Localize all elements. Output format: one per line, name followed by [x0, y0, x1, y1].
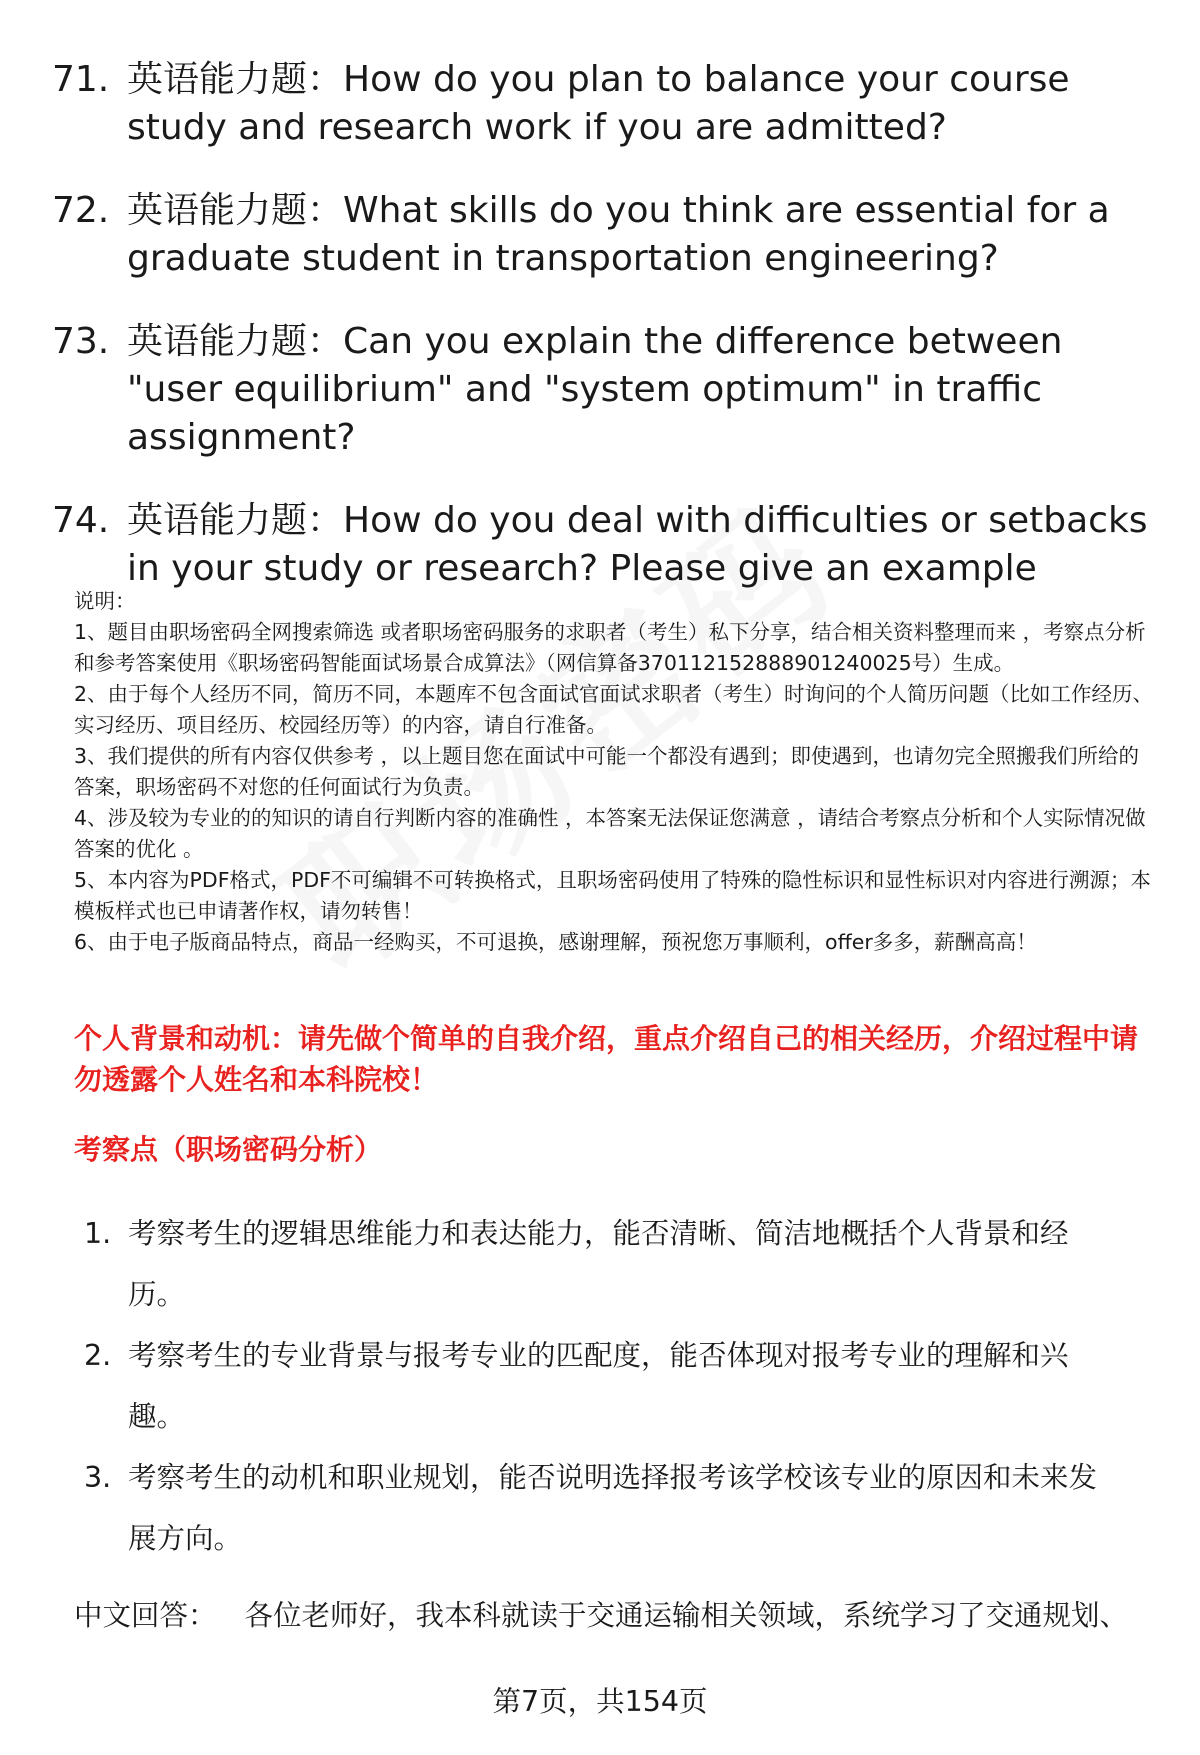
analysis-point	[84, 1325, 1124, 1447]
question-item	[52, 318, 1162, 462]
note-item: 6、由于电子版商品特点，商品一经购买，不可退换，感谢理解，预祝您万事顺利，offer多多，薪酬高高！	[74, 930, 1037, 954]
note-item: 1、题目由职场密码全网搜索筛选 或者职场密码服务的求职者（考生）私下分享，结合相关资料整理而来 ，考察点分析和参考答案使用《职场密码智能面试场景合成算法》（网信算备370112152888901240025号）生成。	[74, 620, 1146, 675]
note-item: 3、我们提供的所有内容仅供参考 ，以上题目您在面试中可能一个都没有遇到；即使遇到，也请勿完全照搬我们所给的答案，职场密码不对您的任何面试行为负责。	[74, 744, 1140, 799]
page-footer: 第7页，共154页	[492, 1685, 708, 1718]
answer-label: 中文回答：	[74, 1599, 217, 1632]
question-item	[52, 187, 1162, 283]
answer-block	[74, 1594, 1164, 1638]
analysis-point	[84, 1203, 1124, 1325]
notes-section	[74, 586, 1159, 958]
question-text: 英语能力题：How do you deal with difficulties or setbacks in your study or research? Please give an example	[127, 500, 1148, 589]
point-number: 3.	[84, 1461, 112, 1494]
question-list	[52, 56, 1162, 628]
point-text: 考察考生的逻辑思维能力和表达能力，能否清晰、简洁地概括个人背景和经历。	[128, 1217, 1069, 1311]
point-text: 考察考生的专业背景与报考专业的匹配度，能否体现对报考专业的理解和兴趣。	[128, 1339, 1069, 1433]
question-item	[52, 497, 1162, 593]
point-text: 考察考生的动机和职业规划，能否说明选择报考该学校该专业的原因和未来发展方向。	[128, 1461, 1098, 1555]
notes-title: 说明：	[74, 589, 136, 613]
question-text: 英语能力题：What skills do you think are essential for a graduate student in transportation engineering?	[127, 190, 1110, 279]
question-number: 73.	[52, 321, 110, 362]
note-item: 4、涉及较为专业的的知识的请自行判断内容的准确性 ，本答案无法保证您满意 ，请结合考察点分析和个人实际情况做答案的优化 。	[74, 806, 1146, 861]
question-number: 74.	[52, 500, 110, 541]
question-text: 英语能力题：Can you explain the difference between "user equilibrium" and "system optimum" in traffic assignment?	[127, 321, 1063, 458]
analysis-heading: 考察点（职场密码分析）	[74, 1133, 383, 1166]
note-item: 2、由于每个人经历不同，简历不同，本题库不包含面试官面试求职者（考生）时询问的个人简历问题（比如工作经历、实习经历、项目经历、校园经历等）的内容，请自行准备。	[74, 682, 1154, 737]
question-heading: 个人背景和动机：请先做个简单的自我介绍，重点介绍自己的相关经历，介绍过程中请勿透露个人姓名和本科院校！	[74, 1022, 1139, 1096]
question-text: 英语能力题：How do you plan to balance your course study and research work if you are admitted?	[127, 59, 1070, 148]
analysis-point	[84, 1447, 1124, 1569]
point-number: 1.	[84, 1217, 112, 1250]
answer-text: 各位老师好，我本科就读于交通运输相关领域，系统学习了交通规划、	[244, 1599, 1129, 1632]
question-number: 71.	[52, 59, 110, 100]
note-item: 5、本内容为PDF格式，PDF不可编辑不可转换格式，且职场密码使用了特殊的隐性标识和显性标识对内容进行溯源；本模板样式也已申请著作权，请勿转售！	[74, 868, 1151, 923]
analysis-points	[84, 1203, 1124, 1569]
question-number: 72.	[52, 190, 110, 231]
question-item	[52, 56, 1162, 152]
point-number: 2.	[84, 1339, 112, 1372]
